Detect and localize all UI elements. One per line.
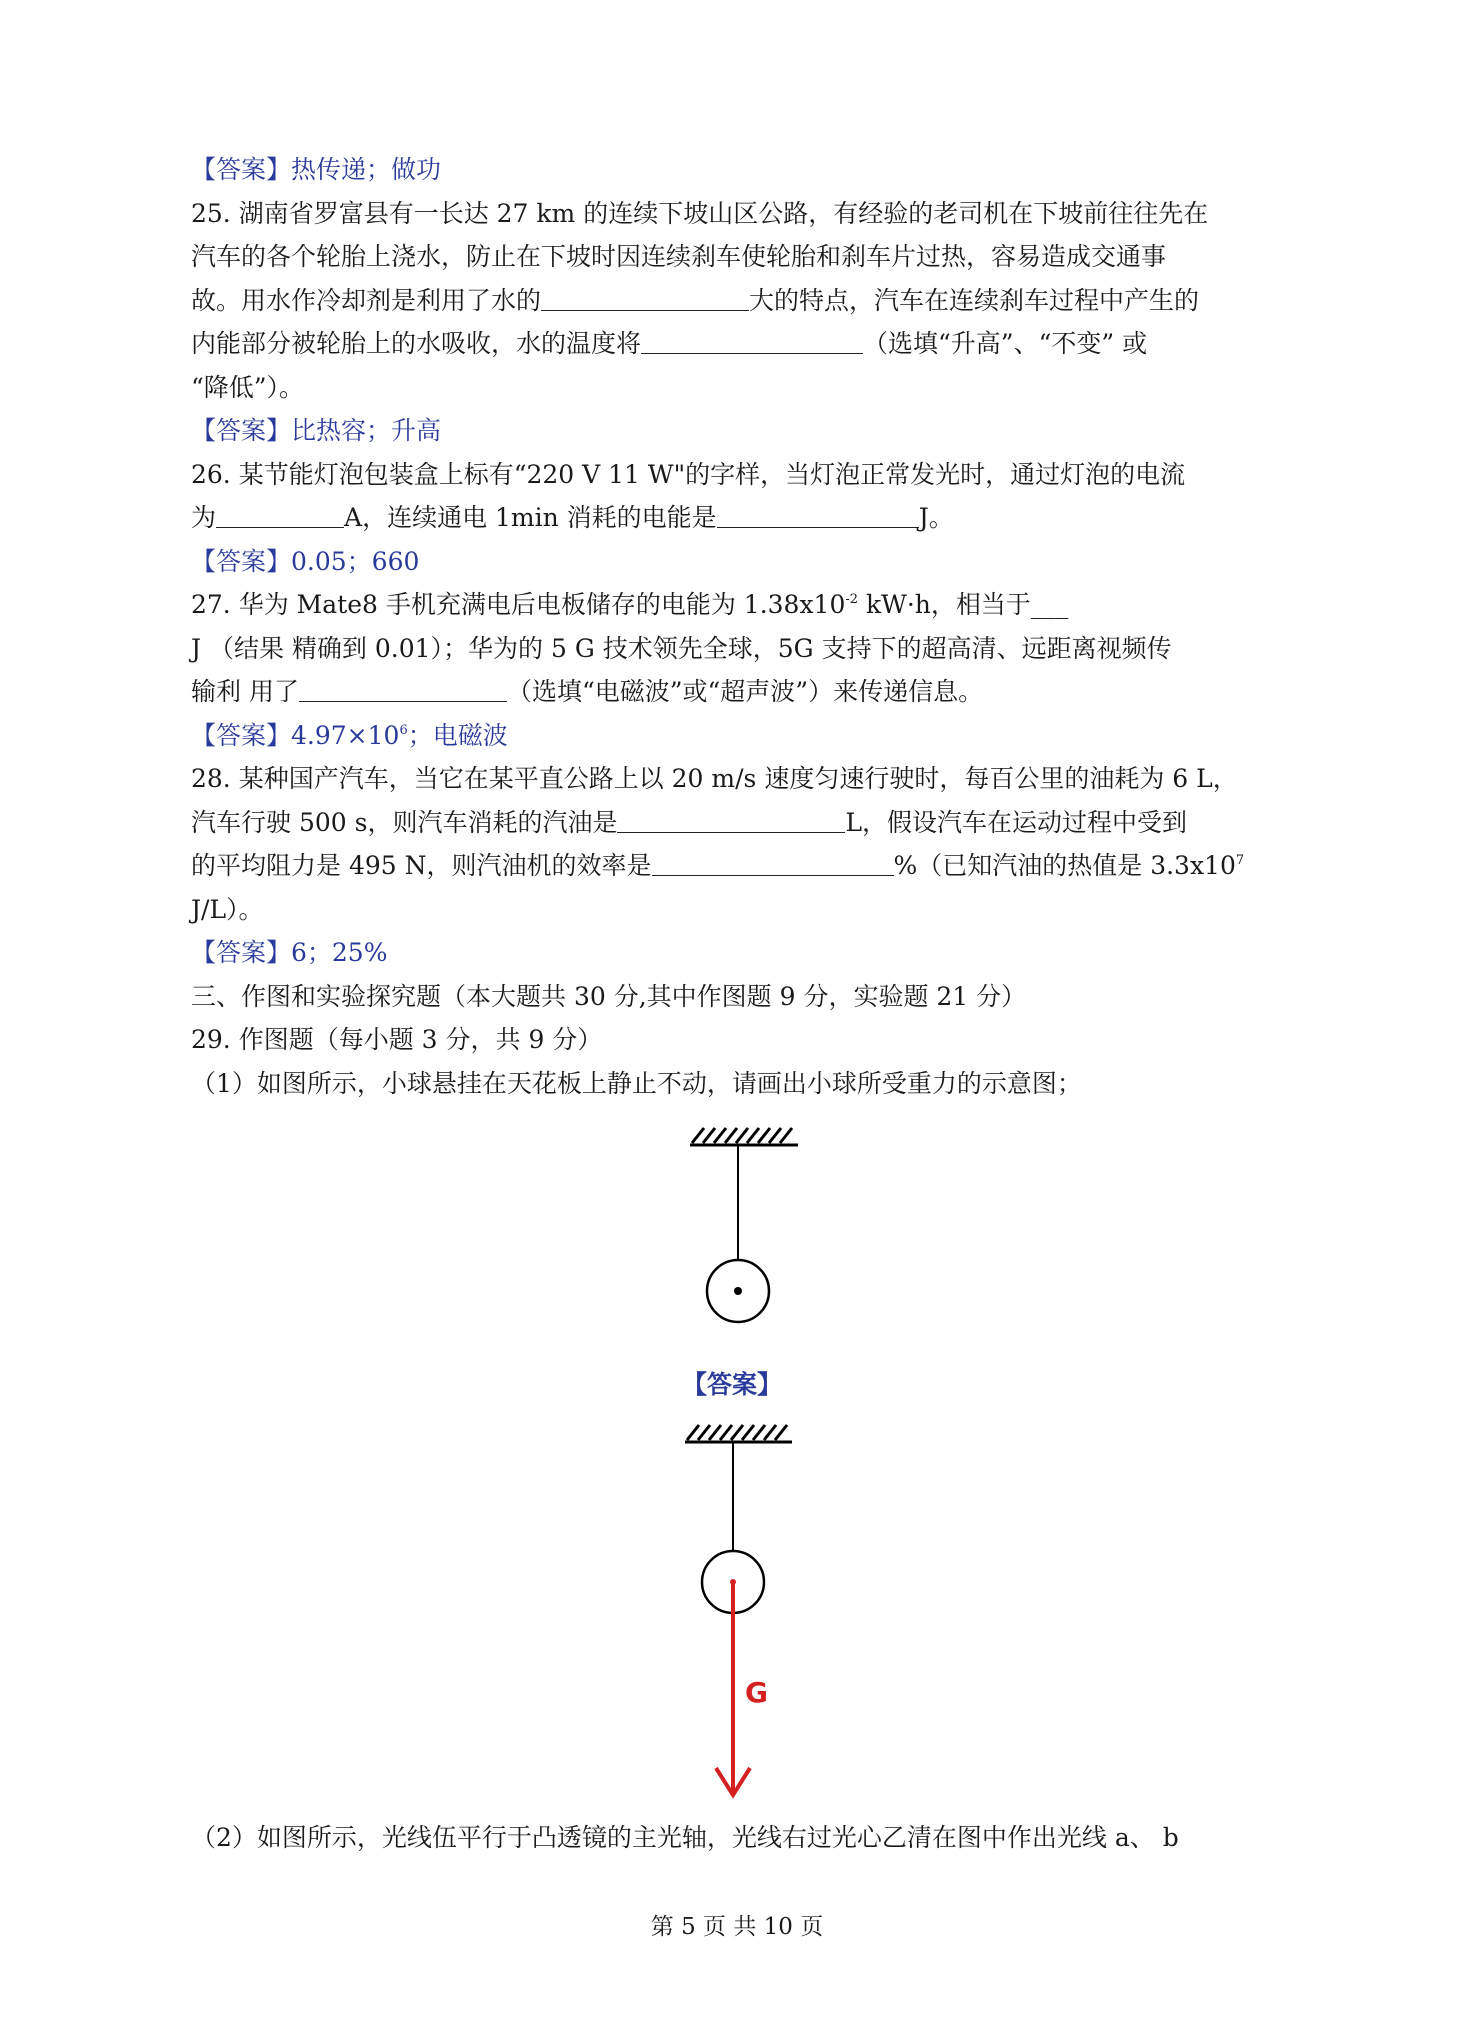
ball-center-dot <box>734 1287 742 1295</box>
q27-text-c: 输利 用了 <box>191 677 299 706</box>
page-footer: 第 5 页 共 10 页 <box>650 1914 824 1940</box>
q28-line-4: J/L）。 <box>191 894 264 924</box>
exponent: 6 <box>399 722 408 738</box>
exponent: 7 <box>1235 853 1245 868</box>
gravity-label: G <box>745 1676 768 1709</box>
answer-28: 【答案】6；25% <box>191 938 388 967</box>
q27-line-2: J （结果 精确到 0.01）；华为的 5 G 技术领先全球，5G 支持下的超高清、远距离视频传 <box>191 633 1172 663</box>
q25-text-a: 故。用水作冷却剂是利用了水的 <box>191 285 542 315</box>
q25-text-b: 大的特点，汽车在连续刹车过程中产生的 <box>749 285 1200 315</box>
q28-text-b: L，假设汽车在运动过程中受到 <box>845 807 1188 837</box>
q26-text-a: 为 <box>191 503 217 532</box>
q25-line-2: 汽车的各个轮胎上浇水，防止在下坡时因连续刹车使轮胎和刹车片过热，容易造成交通事 <box>191 242 1167 271</box>
q27-text-d: （选填“电磁波”或“超声波”）来传递信息。 <box>506 677 984 706</box>
q28-text-a: 汽车行驶 500 s，则汽车消耗的汽油是 <box>191 807 618 837</box>
q28-text-c: 的平均阻力是 495 N，则汽油机的效率是 <box>191 851 652 880</box>
q25-text-c: 内能部分被轮胎上的水吸收，水的温度将 <box>191 329 642 358</box>
q29-part2: （2）如图所示，光线伍平行于凸透镜的主光轴，光线右过光心乙清在图中作出光线 a、 b <box>191 1823 1179 1852</box>
q29-part1: （1）如图所示，小球悬挂在天花板上静止不动，请画出小球所受重力的示意图； <box>191 1068 1082 1098</box>
ceiling-answer <box>685 1425 792 1442</box>
q25-line-5: “降低”）。 <box>191 372 305 402</box>
q29-heading: 29. 作图题（每小题 3 分，共 9 分） <box>191 1025 603 1054</box>
ceiling-question <box>690 1128 798 1145</box>
q28-text-d: %（已知汽油的热值是 3.3x10 <box>893 851 1236 880</box>
q25-line-1: 25. 湖南省罗富县有一长达 27 km 的连续下坡山区公路，有经验的老司机在下坡前往往先在 <box>191 198 1209 228</box>
q26-line-1: 26. 某节能灯泡包装盒上标有“220 V 11 W"的字样，当灯泡正常发光时，通过灯泡的电流 <box>191 459 1186 489</box>
q27-text-a: 27. 华为 Mate8 手机充满电后电板储存的电能为 1.38x10 <box>191 590 846 619</box>
figure-answer-label: 【答案】 <box>682 1370 783 1399</box>
q26-text-b: A，连续通电 1min 消耗的电能是 <box>344 503 717 532</box>
answer-25: 【答案】比热容；升高 <box>191 416 442 445</box>
answer-27-text-a: 【答案】4.97×10 <box>191 720 400 750</box>
q25-text-d: （选填“升高”、“不变” 或 <box>863 329 1148 358</box>
exponent: -2 <box>845 592 859 607</box>
answer-26: 【答案】0.05；660 <box>191 546 420 576</box>
q26-text-c: J。 <box>918 503 954 532</box>
q27-text-b: kW·h，相当于___ <box>858 590 1069 619</box>
answer-24: 【答案】热传递；做功 <box>191 155 442 184</box>
q28-line-1: 28. 某种国产汽车，当它在某平直公路上以 20 m/s 速度匀速行驶时，每百公里的油耗为 6 L， <box>191 764 1238 793</box>
section-three-heading: 三、作图和实验探究题（本大题共 30 分,其中作图题 9 分，实验题 21 分） <box>191 981 1027 1011</box>
answer-27-text-b: ；电磁波 <box>407 720 508 750</box>
